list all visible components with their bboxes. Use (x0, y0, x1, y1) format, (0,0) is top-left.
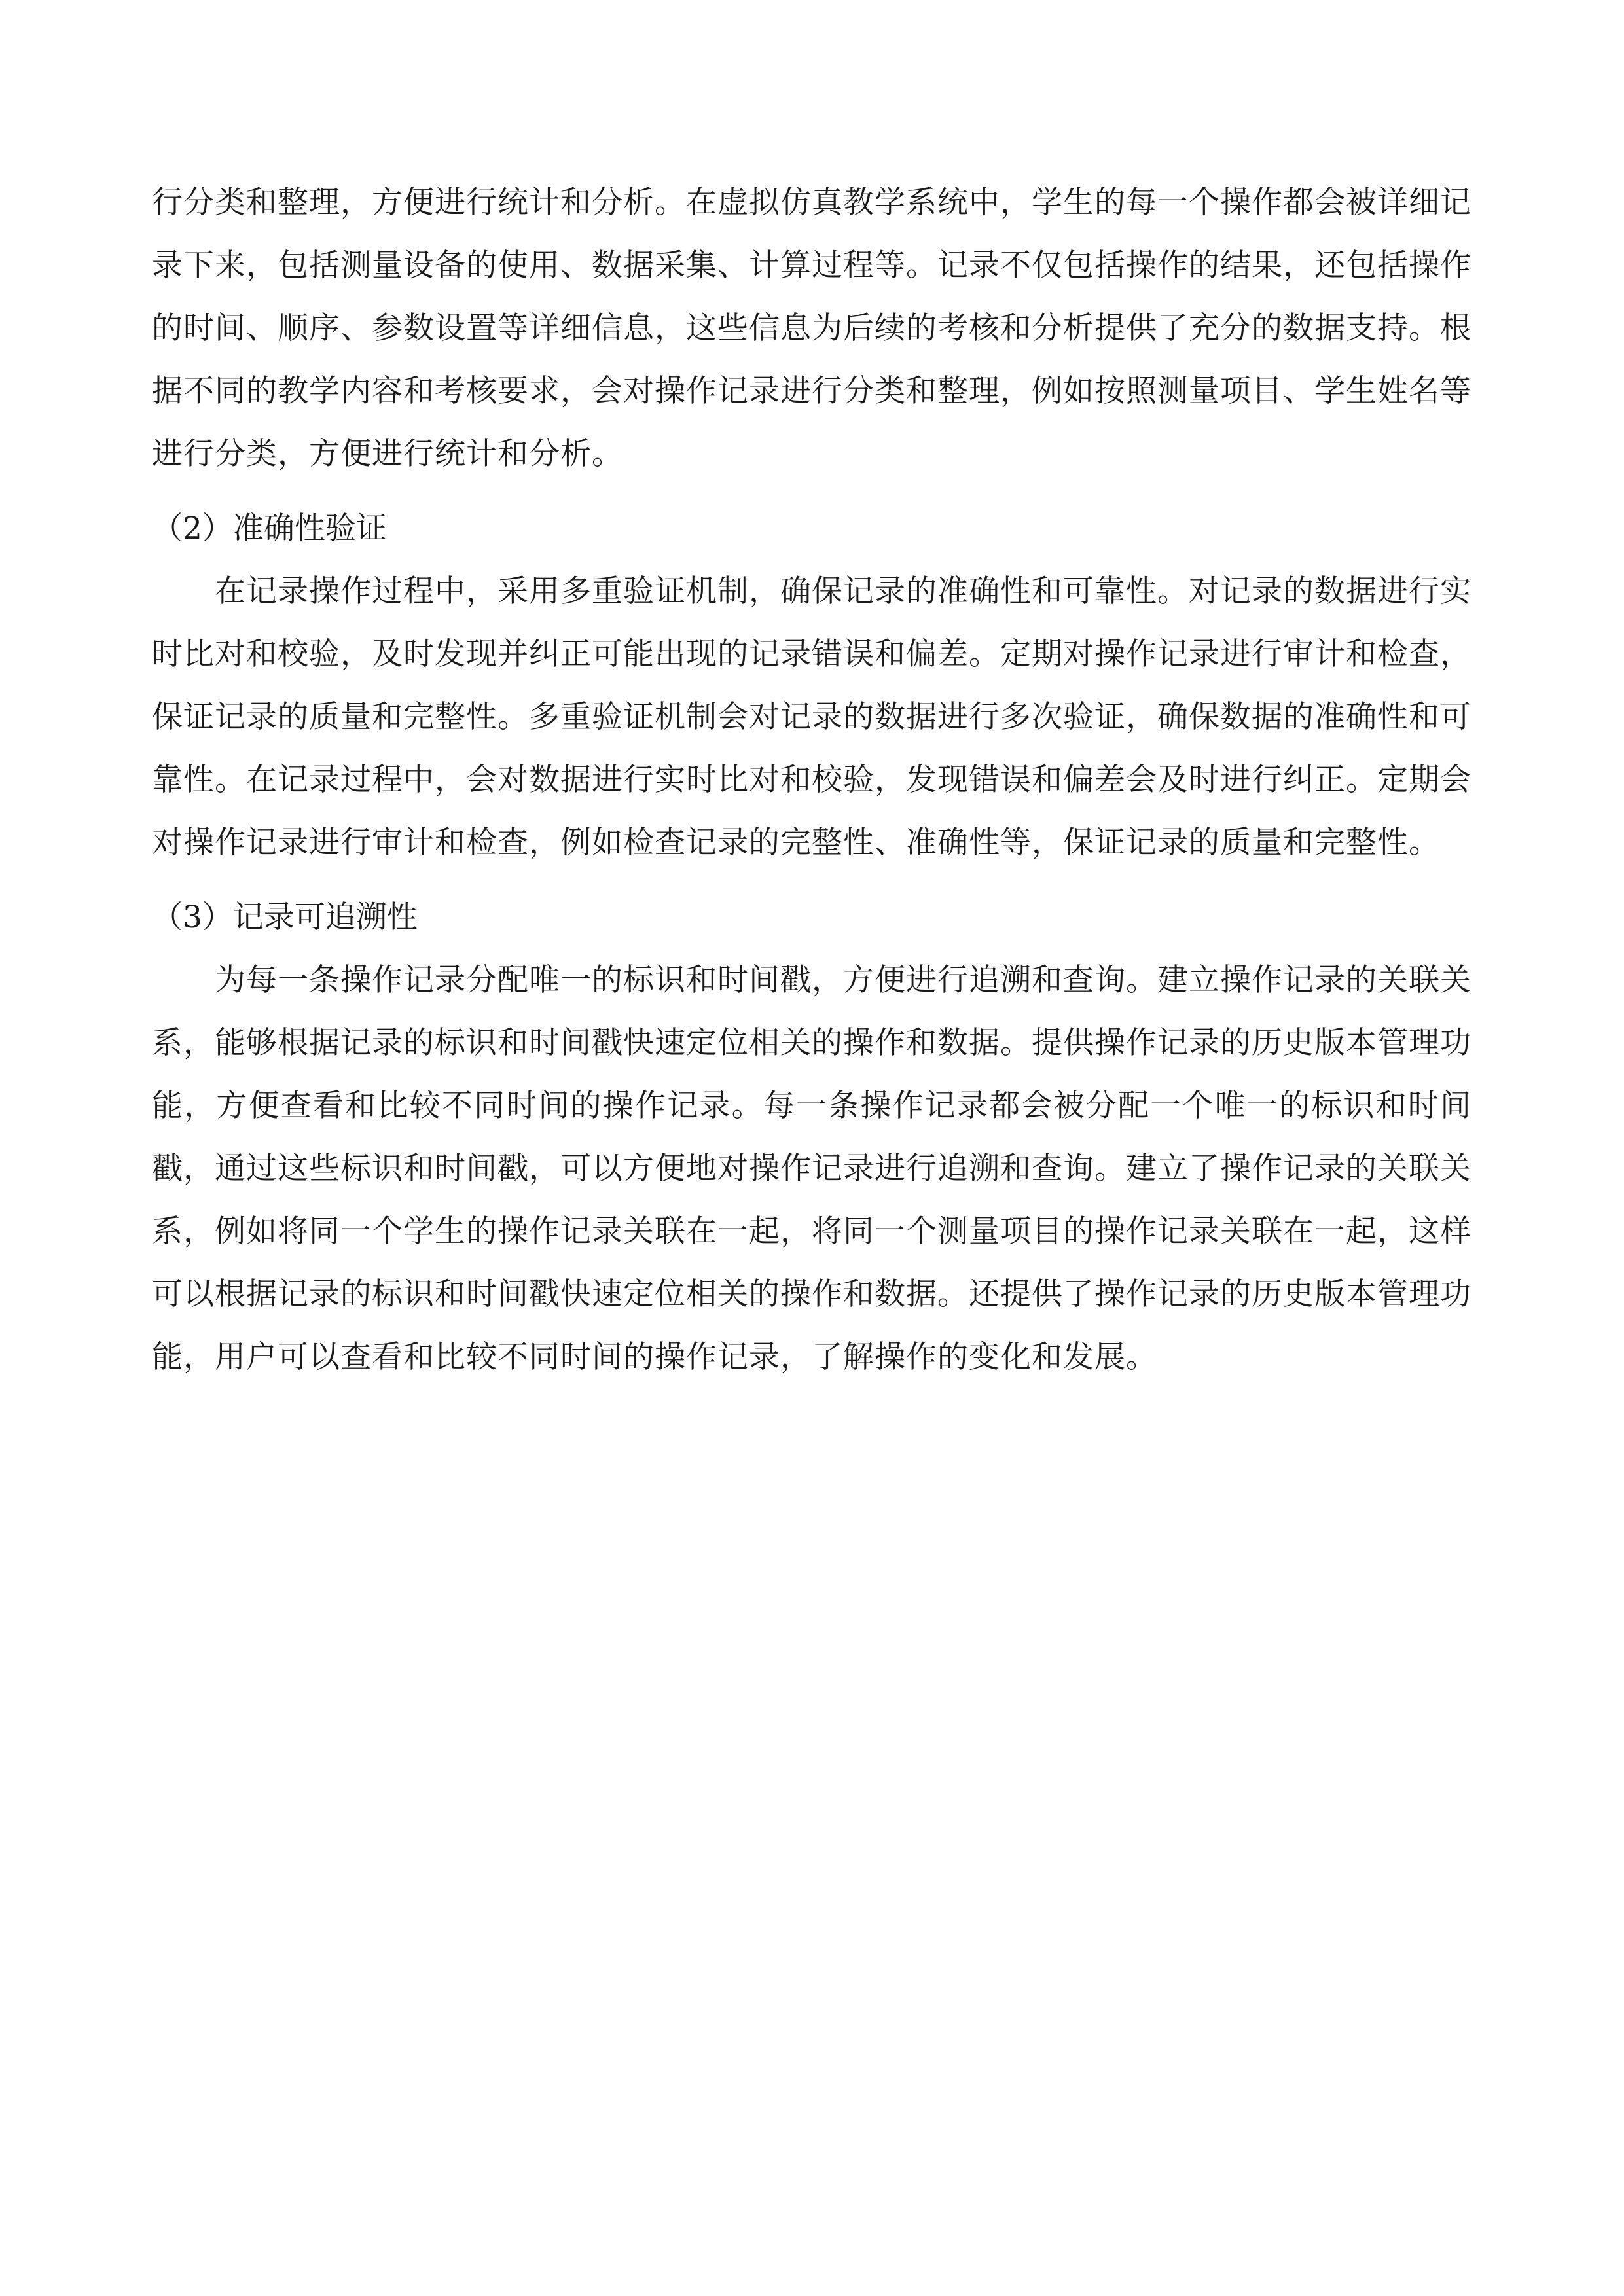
section-body-accuracy: 在记录操作过程中，采用多重验证机制，确保记录的准确性和可靠性。对记录的数据进行实时比对和校验，及时发现并纠正可能出现的记录错误和偏差。定期对操作记录进行审计和检查，保证记录的质量和完整性。多重验证机制会对记录的数据进行多次验证，确保数据的准确性和可靠性。在记录过程中，会对数据进行实时比对和校验，发现错误和偏差会及时进行纠正。定期会对操作记录进行审计和检查，例如检查记录的完整性、准确性等，保证记录的质量和完整性。 (152, 573, 1471, 861)
paragraph-continued: 行分类和整理，方便进行统计和分析。在虚拟仿真教学系统中，学生的每一个操作都会被详细记录下来，包括测量设备的使用、数据采集、计算过程等。记录不仅包括操作的结果，还包括操作的时间、顺序、参数设置等详细信息，这些信息为后续的考核和分析提供了充分的数据支持。根据不同的教学内容和考核要求，会对操作记录进行分类和整理，例如按照测量项目、学生姓名等进行分类，方便进行统计和分析。 (152, 185, 1471, 472)
section-body-traceability: 为每一条操作记录分配唯一的标识和时间戳，方便进行追溯和查询。建立操作记录的关联关系，能够根据记录的标识和时间戳快速定位相关的操作和数据。提供操作记录的历史版本管理功能，方便查看和比较不同时间的操作记录。每一条操作记录都会被分配一个唯一的标识和时间戳，通过这些标识和时间戳，可以方便地对操作记录进行追溯和查询。建立了操作记录的关联关系，例如将同一个学生的操作记录关联在一起，将同一个测量项目的操作记录关联在一起，这样可以根据记录的标识和时间戳快速定位相关的操作和数据。还提供了操作记录的历史版本管理功能，用户可以查看和比较不同时间的操作记录，了解操作的变化和发展。 (152, 962, 1471, 1375)
section-heading-accuracy: （2）准确性验证 (152, 511, 387, 547)
section-heading-traceability: （3）记录可追溯性 (152, 899, 418, 935)
document-page (152, 171, 1471, 1389)
